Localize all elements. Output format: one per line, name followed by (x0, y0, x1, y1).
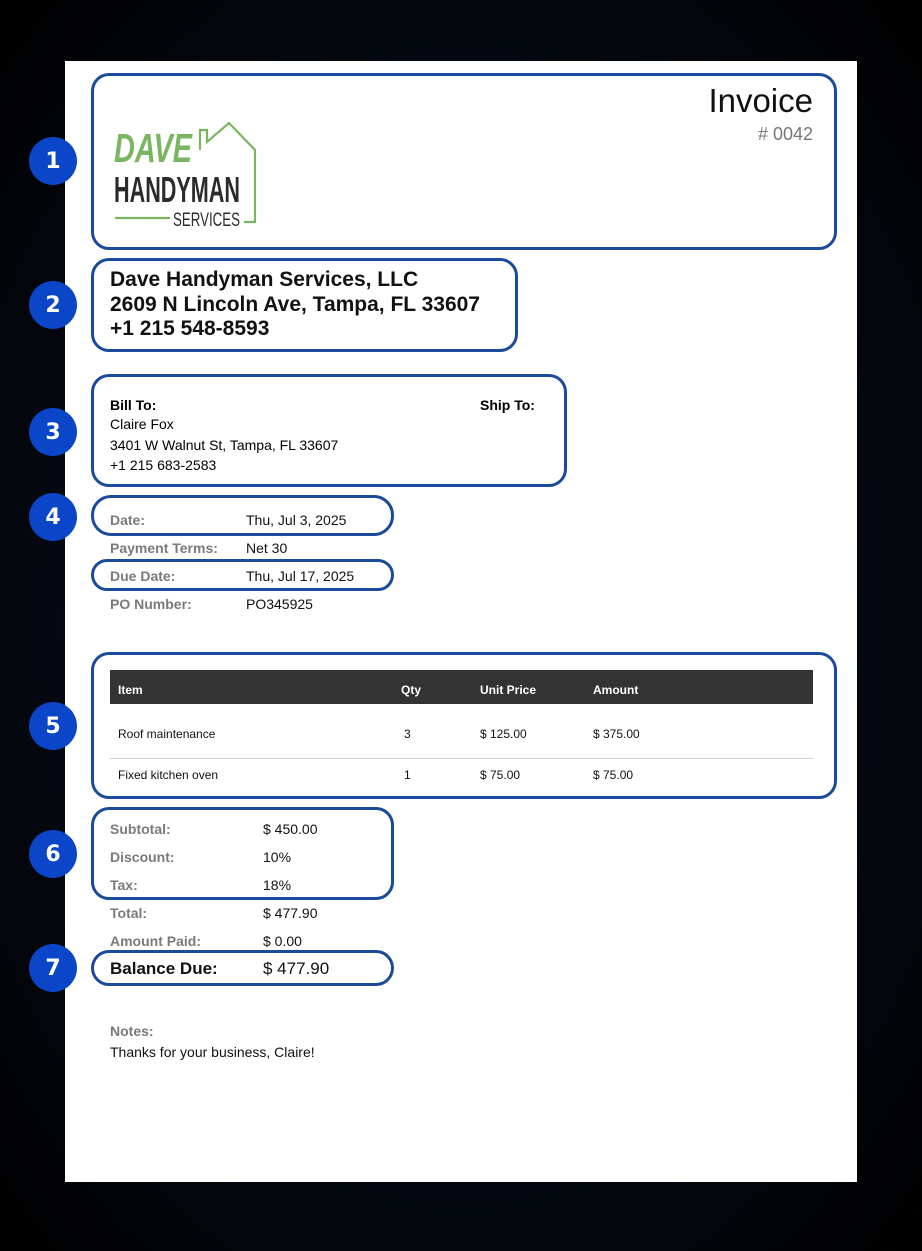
company-address: 2609 N Lincoln Ave, Tampa, FL 33607 (110, 293, 480, 316)
marker-2: 2 (29, 281, 77, 329)
amount-paid-value: $ 0.00 (263, 933, 302, 949)
ship-to-label: Ship To: (480, 397, 535, 413)
invoice-title: Invoice (708, 82, 813, 119)
bill-to-name: Claire Fox (110, 416, 174, 432)
notes-label: Notes: (110, 1023, 154, 1039)
po-number-label: PO Number: (110, 596, 192, 612)
subtotal-label: Subtotal: (110, 821, 171, 837)
row-2-unit-price: $ 75.00 (480, 768, 521, 782)
total-label: Total: (110, 905, 148, 921)
discount-label: Discount: (110, 849, 175, 865)
tax-value: 18% (263, 877, 292, 893)
marker-1: 1 (29, 137, 77, 185)
header-amount: Amount (593, 683, 639, 697)
company-name: Dave Handyman Services, LLC (110, 268, 419, 291)
marker-7: 7 (29, 944, 77, 992)
header-item: Item (118, 683, 143, 697)
logo-line-1: DAVE (114, 125, 194, 171)
po-number-value: PO345925 (246, 596, 313, 612)
row-1-unit-price: $ 125.00 (480, 727, 527, 741)
marker-4: 4 (29, 493, 77, 541)
marker-3: 3 (29, 408, 77, 456)
payment-terms-value: Net 30 (246, 540, 288, 556)
header-unit-price: Unit Price (480, 683, 537, 697)
date-value: Thu, Jul 3, 2025 (246, 512, 347, 528)
notes-text: Thanks for your business, Claire! (110, 1044, 315, 1060)
company-logo (112, 120, 262, 232)
bill-to-phone: +1 215 683-2583 (110, 457, 217, 473)
header-qty: Qty (401, 683, 422, 697)
row-2-qty: 1 (404, 768, 411, 782)
logo-line-2: HANDYMAN (114, 169, 240, 210)
subtotal-value: $ 450.00 (263, 821, 318, 837)
date-label: Date: (110, 512, 146, 528)
row-1-qty: 3 (404, 727, 411, 741)
balance-due-value: $ 477.90 (263, 959, 330, 978)
marker-6: 6 (29, 830, 77, 878)
due-date-value: Thu, Jul 17, 2025 (246, 568, 355, 584)
logo-line-3: SERVICES (173, 210, 240, 231)
total-value: $ 477.90 (263, 905, 318, 921)
tax-label: Tax: (110, 877, 138, 893)
company-phone: +1 215 548-8593 (110, 317, 270, 340)
invoice-number: # 0042 (757, 124, 813, 144)
row-2-amount: $ 75.00 (593, 768, 634, 782)
payment-terms-label: Payment Terms: (110, 540, 218, 556)
items-table-header (110, 670, 813, 704)
row-2-item: Fixed kitchen oven (118, 768, 219, 782)
discount-value: 10% (263, 849, 292, 865)
table-row-divider (110, 758, 813, 759)
row-1-item: Roof maintenance (118, 727, 216, 741)
bill-to-label: Bill To: (110, 397, 157, 413)
marker-5: 5 (29, 702, 77, 750)
amount-paid-label: Amount Paid: (110, 933, 201, 949)
due-date-label: Due Date: (110, 568, 176, 584)
bill-to-address: 3401 W Walnut St, Tampa, FL 33607 (110, 437, 339, 453)
row-1-amount: $ 375.00 (593, 727, 640, 741)
balance-due-label: Balance Due: (110, 959, 218, 978)
